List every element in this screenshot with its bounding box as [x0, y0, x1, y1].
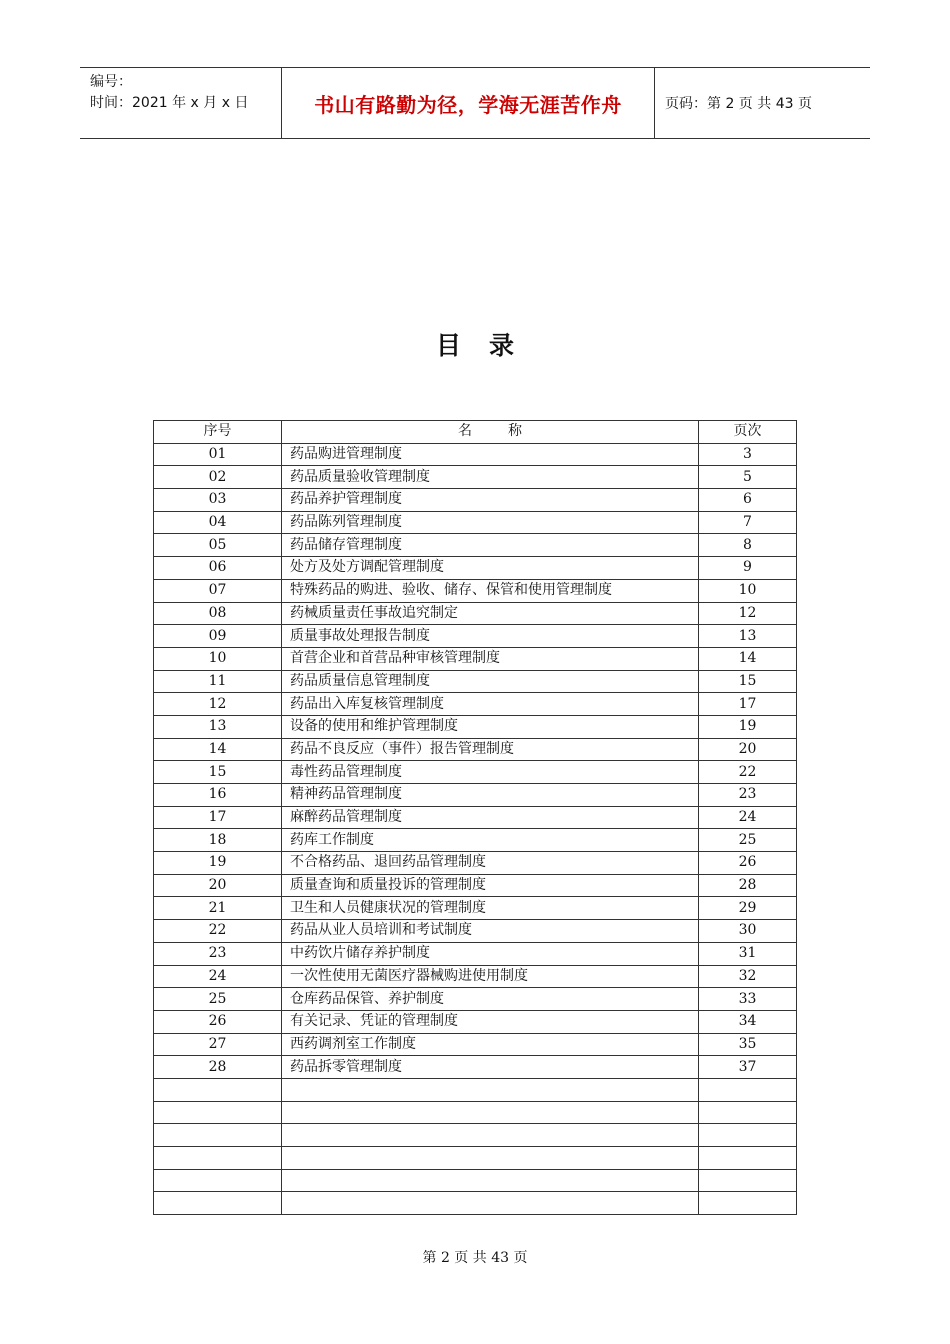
row-page [699, 1169, 797, 1192]
row-number: 10 [154, 647, 282, 670]
row-name: 中药饮片储存养护制度 [282, 942, 699, 965]
number-label: 编号： [90, 74, 132, 90]
table-row [154, 920, 797, 943]
header-name-2: 称 [508, 423, 522, 440]
row-name: 处方及处方调配管理制度 [282, 557, 699, 580]
row-number: 12 [154, 693, 282, 716]
row-page: 24 [699, 806, 797, 829]
row-page [699, 1147, 797, 1170]
table-row [154, 625, 797, 648]
row-page: 13 [699, 625, 797, 648]
header-motto: 书山有路勤为径，学海无涯苦作舟 [282, 68, 655, 138]
row-number: 24 [154, 965, 282, 988]
table-row [154, 1169, 797, 1192]
table-row [154, 602, 797, 625]
row-number: 23 [154, 942, 282, 965]
row-name: 特殊药品的购进、验收、储存、保管和使用管理制度 [282, 579, 699, 602]
table-row [154, 806, 797, 829]
row-number: 16 [154, 784, 282, 807]
table-row [154, 1192, 797, 1215]
row-page: 9 [699, 557, 797, 580]
row-page: 3 [699, 443, 797, 466]
table-row [154, 443, 797, 466]
row-number: 11 [154, 670, 282, 693]
row-page: 12 [699, 602, 797, 625]
row-page: 32 [699, 965, 797, 988]
row-page: 20 [699, 738, 797, 761]
row-name: 一次性使用无菌医疗器械购进使用制度 [282, 965, 699, 988]
title-char-2: 录 [489, 331, 515, 360]
row-page: 37 [699, 1056, 797, 1079]
row-page [699, 1192, 797, 1215]
row-name: 卫生和人员健康状况的管理制度 [282, 897, 699, 920]
row-page: 6 [699, 489, 797, 512]
row-number: 27 [154, 1033, 282, 1056]
table-row [154, 738, 797, 761]
row-name: 麻醉药品管理制度 [282, 806, 699, 829]
table-row [154, 670, 797, 693]
table-row [154, 557, 797, 580]
row-page: 5 [699, 466, 797, 489]
toc-body [154, 443, 797, 1214]
time-label: 时间：2021 年 x 月 x 日 [90, 95, 249, 111]
row-name: 药品购进管理制度 [282, 443, 699, 466]
row-page: 15 [699, 670, 797, 693]
row-number [154, 1078, 282, 1101]
row-name: 药品质量验收管理制度 [282, 466, 699, 489]
header-page: 页次 [699, 421, 797, 444]
row-name [282, 1101, 699, 1124]
row-name: 仓库药品保管、养护制度 [282, 988, 699, 1011]
row-page: 26 [699, 852, 797, 875]
header-name-1: 名 [458, 423, 472, 440]
row-number: 08 [154, 602, 282, 625]
row-name: 药库工作制度 [282, 829, 699, 852]
row-page: 19 [699, 715, 797, 738]
row-number: 13 [154, 715, 282, 738]
table-row [154, 466, 797, 489]
row-number: 22 [154, 920, 282, 943]
row-name: 药品储存管理制度 [282, 534, 699, 557]
row-page: 35 [699, 1033, 797, 1056]
table-row [154, 874, 797, 897]
toc-header-row [154, 421, 797, 444]
row-page: 28 [699, 874, 797, 897]
row-number: 07 [154, 579, 282, 602]
row-name: 药品不良反应（事件）报告管理制度 [282, 738, 699, 761]
row-name: 首营企业和首营品种审核管理制度 [282, 647, 699, 670]
row-number: 17 [154, 806, 282, 829]
table-row [154, 829, 797, 852]
row-number: 04 [154, 511, 282, 534]
row-page: 34 [699, 1010, 797, 1033]
row-name: 药品从业人员培训和考试制度 [282, 920, 699, 943]
row-name: 药品拆零管理制度 [282, 1056, 699, 1079]
toc-table [153, 420, 797, 1215]
table-row [154, 1101, 797, 1124]
table-row [154, 1033, 797, 1056]
table-row [154, 1010, 797, 1033]
row-name: 不合格药品、退回药品管理制度 [282, 852, 699, 875]
row-number: 03 [154, 489, 282, 512]
title-char-1: 目 [435, 331, 461, 360]
row-number [154, 1101, 282, 1124]
row-page: 30 [699, 920, 797, 943]
row-name: 西药调剂室工作制度 [282, 1033, 699, 1056]
row-number: 20 [154, 874, 282, 897]
row-number [154, 1124, 282, 1147]
table-row [154, 761, 797, 784]
row-number: 02 [154, 466, 282, 489]
table-row [154, 897, 797, 920]
row-page: 25 [699, 829, 797, 852]
row-name: 毒性药品管理制度 [282, 761, 699, 784]
row-number: 26 [154, 1010, 282, 1033]
table-row [154, 1056, 797, 1079]
row-name: 药品质量信息管理制度 [282, 670, 699, 693]
row-page: 31 [699, 942, 797, 965]
row-name [282, 1147, 699, 1170]
table-row [154, 784, 797, 807]
row-page [699, 1101, 797, 1124]
page-title [0, 326, 950, 362]
row-page: 14 [699, 647, 797, 670]
row-name: 药品养护管理制度 [282, 489, 699, 512]
row-number: 25 [154, 988, 282, 1011]
table-row [154, 489, 797, 512]
row-number: 21 [154, 897, 282, 920]
row-page: 33 [699, 988, 797, 1011]
table-row [154, 647, 797, 670]
table-row [154, 693, 797, 716]
row-name: 质量事故处理报告制度 [282, 625, 699, 648]
row-number: 14 [154, 738, 282, 761]
header-page-info: 页码：第 2 页 共 43 页 [665, 96, 812, 112]
table-row [154, 1124, 797, 1147]
row-number: 18 [154, 829, 282, 852]
table-row [154, 715, 797, 738]
table-row [154, 1078, 797, 1101]
row-page: 29 [699, 897, 797, 920]
row-number: 01 [154, 443, 282, 466]
row-page: 7 [699, 511, 797, 534]
row-name [282, 1192, 699, 1215]
row-name [282, 1078, 699, 1101]
row-name: 质量查询和质量投诉的管理制度 [282, 874, 699, 897]
row-page: 23 [699, 784, 797, 807]
row-page: 8 [699, 534, 797, 557]
row-name: 药械质量责任事故追究制定 [282, 602, 699, 625]
row-page [699, 1124, 797, 1147]
row-number [154, 1192, 282, 1215]
row-name: 有关记录、凭证的管理制度 [282, 1010, 699, 1033]
row-page: 17 [699, 693, 797, 716]
row-name [282, 1124, 699, 1147]
table-row [154, 988, 797, 1011]
row-page: 22 [699, 761, 797, 784]
page-footer: 第 2 页 共 43 页 [422, 1250, 528, 1266]
table-row [154, 965, 797, 988]
row-number: 15 [154, 761, 282, 784]
row-name: 药品陈列管理制度 [282, 511, 699, 534]
row-name: 精神药品管理制度 [282, 784, 699, 807]
header-no: 序号 [154, 421, 282, 444]
page-header [80, 67, 870, 139]
row-name: 设备的使用和维护管理制度 [282, 715, 699, 738]
row-page: 10 [699, 579, 797, 602]
table-row [154, 511, 797, 534]
row-number: 06 [154, 557, 282, 580]
table-row [154, 579, 797, 602]
row-page [699, 1078, 797, 1101]
table-row [154, 1147, 797, 1170]
row-name: 药品出入库复核管理制度 [282, 693, 699, 716]
table-row [154, 942, 797, 965]
table-row [154, 534, 797, 557]
row-number: 28 [154, 1056, 282, 1079]
row-name [282, 1169, 699, 1192]
row-number: 19 [154, 852, 282, 875]
row-number: 05 [154, 534, 282, 557]
table-row [154, 852, 797, 875]
row-number [154, 1147, 282, 1170]
row-number [154, 1169, 282, 1192]
row-number: 09 [154, 625, 282, 648]
header-name [282, 421, 699, 444]
header-meta [80, 68, 282, 138]
